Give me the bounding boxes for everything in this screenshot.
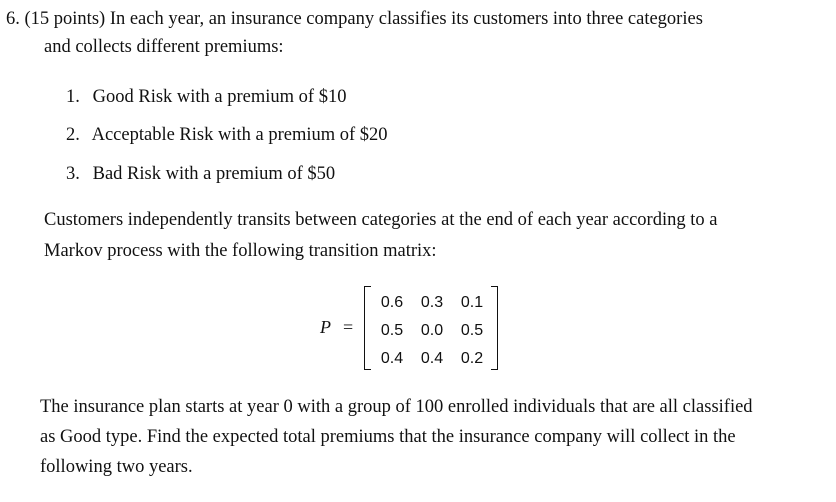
matrix-cell: 0.6 [380,294,404,311]
category-number: 1. [66,87,80,107]
category-item-good [66,86,346,108]
matrix-right-bracket [491,286,498,370]
matrix-cell: 0.5 [380,322,404,339]
matrix-cell: 0.4 [420,350,444,367]
closing-line1: The insurance plan starts at year 0 with a group of 100 enrolled individuals that are all classified [40,397,753,417]
category-text: Acceptable Risk with a premium of $20 [91,125,388,145]
matrix-cell: 0.2 [460,350,484,367]
question-intro-line1: In each year, an insurance company classifies its customers into three categories [109,9,703,29]
matrix-equals: = [343,317,354,337]
matrix-cell: 0.1 [460,294,484,311]
matrix-body [372,289,492,373]
markov-line2: Markov process with the following transition matrix: [44,241,437,261]
category-number: 2. [66,125,80,145]
matrix-left-bracket [364,286,371,370]
matrix-cell: 0.4 [380,350,404,367]
question-number: 6. [6,9,20,29]
matrix-cell: 0.5 [460,322,484,339]
matrix-cell: 0.3 [420,294,444,311]
matrix-row [372,345,492,373]
category-item-bad [66,163,335,185]
category-number: 3. [66,164,80,184]
category-text: Bad Risk with a premium of $50 [92,164,336,184]
matrix-cell: 0.0 [420,322,444,339]
question-points: (15 points) [24,9,106,29]
closing-line2: as Good type. Find the expected total premiums that the insurance company will collect in the [40,427,736,447]
markov-line1: Customers independently transits between categories at the end of each year according to a [44,210,718,230]
matrix-row [372,317,492,345]
question-intro-line2: and collects different premiums: [44,37,284,57]
category-item-acceptable [66,124,388,146]
closing-line3: following two years. [40,457,193,477]
matrix-row [372,289,492,317]
matrix-label: P [320,317,331,337]
question-header [6,8,703,30]
category-text: Good Risk with a premium of $10 [92,87,347,107]
